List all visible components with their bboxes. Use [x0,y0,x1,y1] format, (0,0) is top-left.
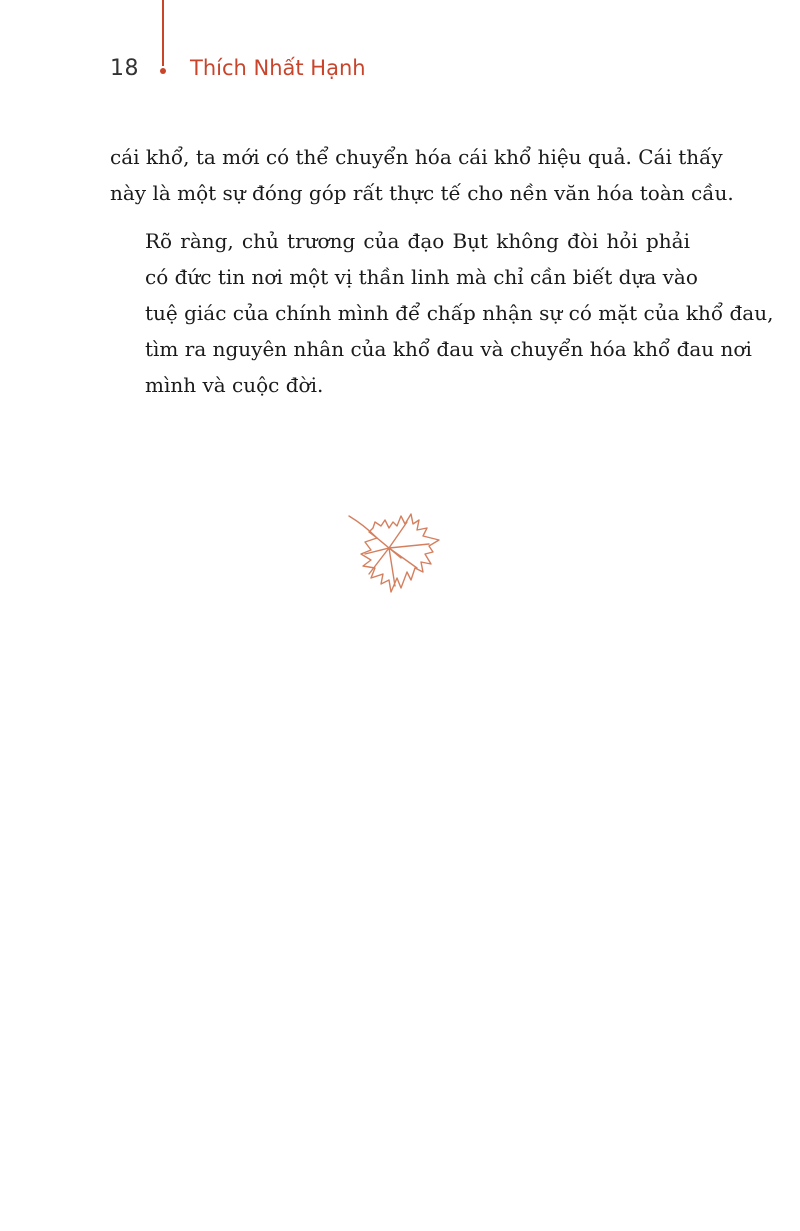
paragraph-line: này là một sự đóng góp rất thực tế cho nền văn hóa toàn cầu. [110,181,734,205]
paragraph-line: cái khổ, ta mới có thể chuyển hóa cái khổ hiệu quả. Cái thấy [110,145,723,169]
paragraph-line: Rõ ràng, chủ trương của đạo Bụt không đòi hỏi phải [145,229,690,253]
paragraph-2 [110,223,774,403]
paragraph-line: tìm ra nguyên nhân của khổ đau và chuyển hóa khổ đau nơi [145,337,752,361]
paragraph-line: mình và cuộc đời. [145,373,324,397]
maple-leaf-icon [345,508,445,600]
paragraph-line: tuệ giác của chính mình để chấp nhận sự có mặt của khổ đau, [145,301,774,325]
header-vertical-rule [162,0,164,66]
paragraph-1 [110,139,734,211]
page-number: 18 [110,56,139,81]
running-header-author: Thích Nhất Hạnh [190,56,366,80]
paragraph-line: có đức tin nơi một vị thần linh mà chỉ cần biết dựa vào [145,265,698,289]
header-dot [160,68,166,74]
